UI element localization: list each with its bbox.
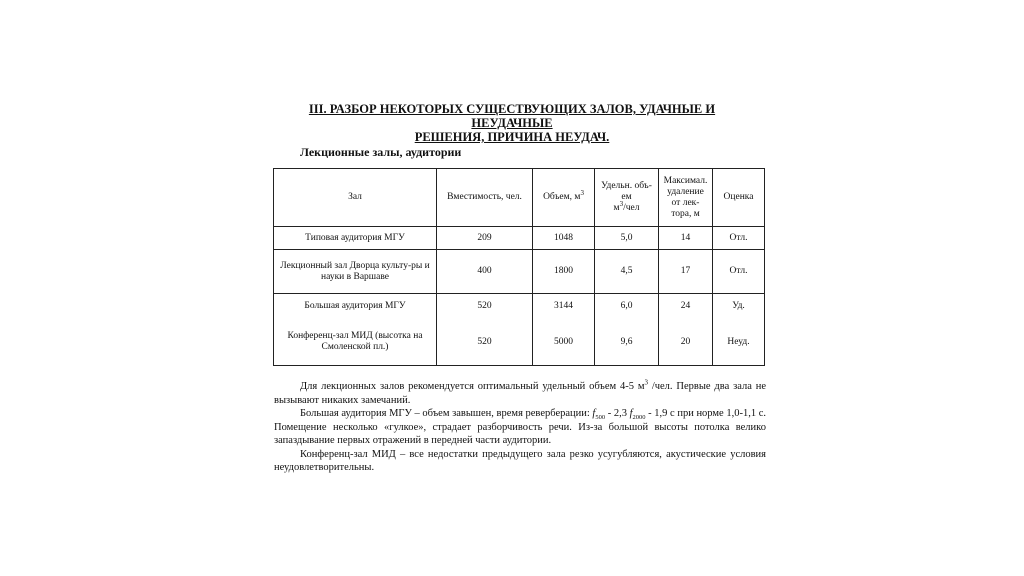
cell-rating: Отл.	[713, 227, 765, 250]
cell-capacity: 520	[437, 320, 533, 366]
cell-capacity: 400	[437, 250, 533, 294]
cell-rating: Уд.	[713, 294, 765, 320]
header-hall: Зал	[274, 169, 437, 227]
cell-max-distance: 17	[659, 250, 713, 294]
cell-rating: Отл.	[713, 250, 765, 294]
header-specific-volume: Удельн. объ- ем $м^3$/чел	[595, 169, 659, 227]
paragraph-3: Конференц-зал МИД – все недостатки предыдущего зала резко усугубляются, акустические условия неудовлетворительны.	[274, 448, 766, 473]
cell-volume: 1800	[533, 250, 595, 294]
table-header-row	[274, 169, 765, 227]
table-row	[274, 294, 765, 320]
cell-volume: 3144	[533, 294, 595, 320]
section-subtitle: Лекционные залы, аудитории	[300, 145, 462, 159]
cell-specific-volume: 9,6	[595, 320, 659, 366]
cell-hall: Типовая аудитория МГУ	[274, 227, 437, 250]
cell-hall: Лекционный зал Дворца культу-ры и науки в Варшаве	[274, 250, 437, 294]
paragraph-1: Для лекционных залов рекомендуется оптимальный удельный объем 4-5 $м^3$ /чел. Первые два зала не вызывают никаких замечаний.	[274, 378, 766, 406]
table-row	[274, 227, 765, 250]
cell-volume: 1048	[533, 227, 595, 250]
paragraph-2: Большая аудитория МГУ – объем завышен, время реверберации: $f_{500} - 2,3$ $f_{2000} - 1,9$ с при норме 1,0-1,1 с. Помещение несколько «гулкое», страдает разборчивость речи. Из-за большой высоты потолка велико запаздывание первых отражений в передней части аудитории.	[274, 408, 766, 446]
table-row	[274, 320, 765, 366]
body-text	[274, 380, 766, 475]
cell-specific-volume: 4,5	[595, 250, 659, 294]
cell-max-distance: 20	[659, 320, 713, 366]
cell-max-distance: 14	[659, 227, 713, 250]
table-row	[274, 250, 765, 294]
page-title	[272, 102, 752, 144]
header-capacity: Вместимость, чел.	[437, 169, 533, 227]
cell-specific-volume: 6,0	[595, 294, 659, 320]
cell-rating: Неуд.	[713, 320, 765, 366]
cell-capacity: 209	[437, 227, 533, 250]
header-max-distance: Максимал. удаление от лек- тора, м	[659, 169, 713, 227]
cell-hall: Конференц-зал МИД (высотка на Смоленской пл.)	[274, 320, 437, 366]
title-line-2: РЕШЕНИЯ, ПРИЧИНА НЕУДАЧ.	[414, 130, 610, 144]
cell-specific-volume: 5,0	[595, 227, 659, 250]
title-line-1: III. РАЗБОР НЕКОТОРЫХ СУЩЕСТВУЮЩИХ ЗАЛОВ, УДАЧНЫЕ И НЕУДАЧНЫЕ	[308, 102, 716, 130]
cell-hall: Большая аудитория МГУ	[274, 294, 437, 320]
cell-max-distance: 24	[659, 294, 713, 320]
halls-table	[273, 168, 765, 366]
header-rating: Оценка	[713, 169, 765, 227]
header-volume: Объем, $м^3$	[533, 169, 595, 227]
cell-volume: 5000	[533, 320, 595, 366]
cell-capacity: 520	[437, 294, 533, 320]
